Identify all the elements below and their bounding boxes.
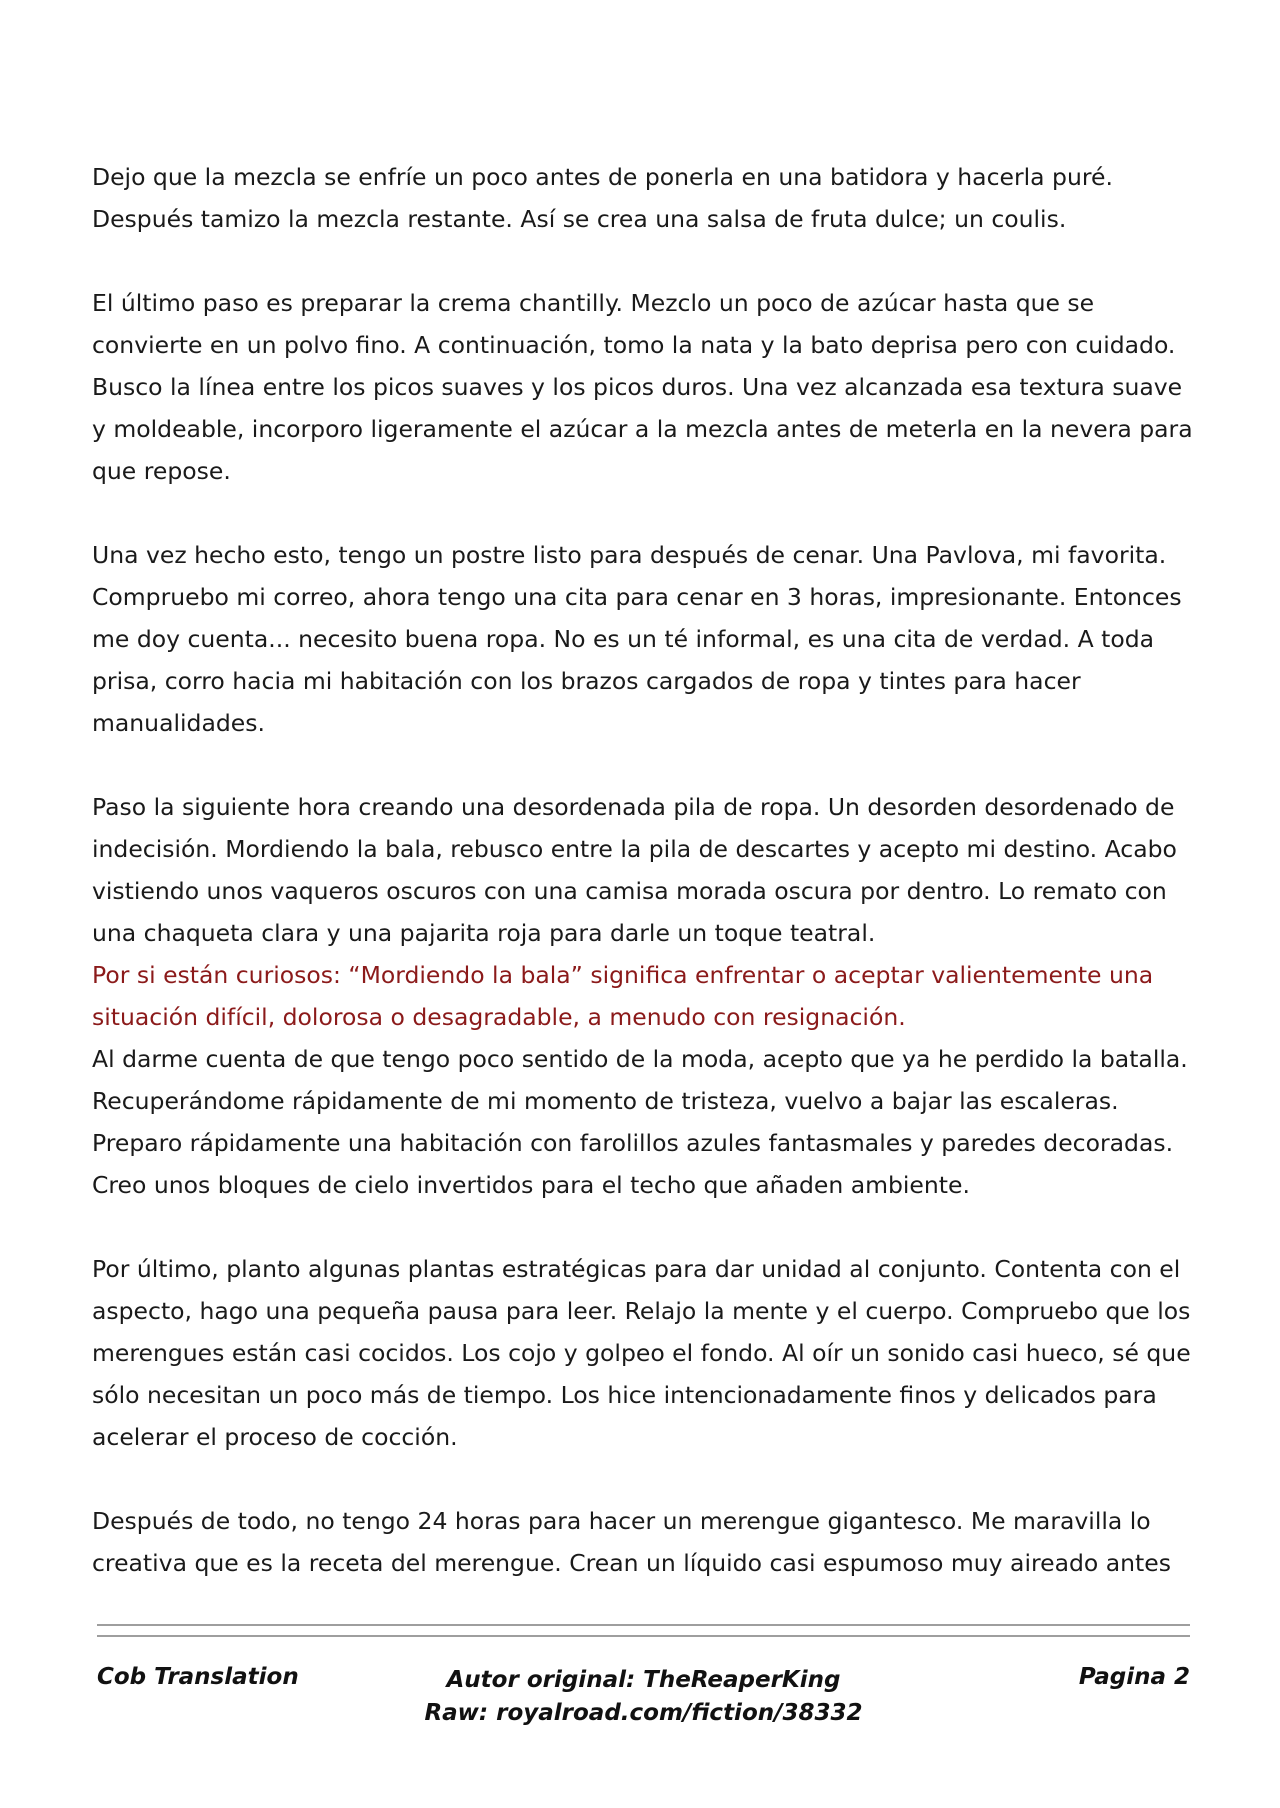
paragraph-6: Por último, planto algunas plantas estratégicas para dar unidad al conjunto. Contenta con el aspecto, hago una pequeña pausa para leer. Relajo la mente y el cuerpo. Compruebo que los merengues están casi cocidos. Los cojo y golpeo el fondo. Al oír un sonido casi hueco, sé que sólo necesitan un poco más de tiempo. Los hice intencionadamente finos y delicados para acelerar el proceso de cocción. <box>92 1255 1191 1451</box>
footer-divider-top <box>97 1624 1190 1626</box>
footer-original-author: Autor original: TheReaperKing <box>446 1667 841 1693</box>
paragraph-3: Una vez hecho esto, tengo un postre listo para después de cenar. Una Pavlova, mi favorita. Compruebo mi correo, ahora tengo una cita para cenar en 3 horas, impresionante. Entonces me doy cuenta... necesito buena ropa. No es un té informal, es una cita de verdad. A toda prisa, corro hacia mi habitación con los brazos cargados de ropa y tintes para hacer manualidades. <box>92 541 1182 737</box>
paragraph-2: El último paso es preparar la crema chantilly. Mezclo un poco de azúcar hasta que se convierte en un polvo fino. A continuación, tomo la nata y la bato deprisa pero con cuidado. Busco la línea entre los picos suaves y los picos duros. Una vez alcanzada esa textura suave y moldeable, incorporo ligeramente el azúcar a la mezcla antes de meterla en la nevera para que repose. <box>92 289 1193 485</box>
paragraph-7: Después de todo, no tengo 24 horas para hacer un merengue gigantesco. Me maravilla lo creativa que es la receta del merengue. Crean un líquido casi espumoso muy aireado antes <box>92 1507 1171 1577</box>
document-body <box>92 156 1202 1584</box>
footer-translator: Cob Translation <box>97 1664 299 1690</box>
footer-raw-source: Raw: royalroad.com/fiction/38332 <box>424 1700 863 1726</box>
paragraph-1: Dejo que la mezcla se enfríe un poco antes de ponerla en una batidora y hacerla puré. Después tamizo la mezcla restante. Así se crea una salsa de fruta dulce; un coulis. <box>92 163 1113 233</box>
paragraph-5: Al darme cuenta de que tengo poco sentido de la moda, acepto que ya he perdido la batalla. Recuperándome rápidamente de mi momento de tristeza, vuelvo a bajar las escaleras. Preparo rápidamente una habitación con farolillos azules fantasmales y paredes decoradas. Creo unos bloques de cielo invertidos para el techo que añaden ambiente. <box>92 1045 1188 1199</box>
footer-divider-bottom <box>97 1635 1190 1637</box>
footer-page-number: Pagina 2 <box>1078 1664 1190 1690</box>
footer-credits <box>97 1664 1190 1730</box>
translator-note: Por si están curiosos: “Mordiendo la bala” significa enfrentar o aceptar valientemente una situación difícil, dolorosa o desagradable, a menudo con resignación. <box>92 961 1154 1031</box>
paragraph-4: Paso la siguiente hora creando una desordenada pila de ropa. Un desorden desordenado de indecisión. Mordiendo la bala, rebusco entre la pila de descartes y acepto mi destino. Acabo vistiendo unos vaqueros oscuros con una camisa morada oscura por dentro. Lo remato con una chaqueta clara y una pajarita roja para darle un toque teatral. <box>92 793 1177 947</box>
page-footer <box>97 1664 1190 1744</box>
